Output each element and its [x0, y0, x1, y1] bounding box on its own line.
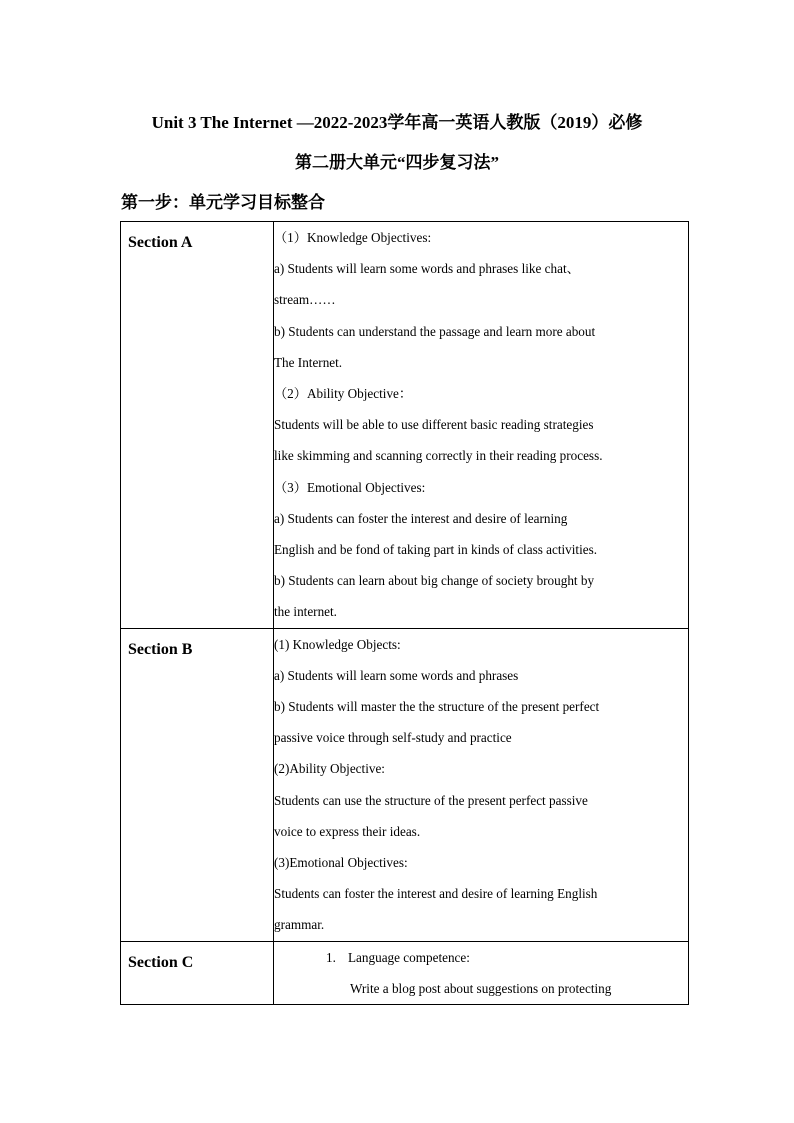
section-a-line: a) Students can foster the interest and desire of learning: [274, 510, 568, 526]
table-row: [121, 222, 689, 629]
section-b-label: Section B: [128, 640, 193, 658]
section-b-line: (2)Ability Objective:: [274, 761, 385, 777]
section-a-label-cell: [121, 222, 274, 629]
section-a-line: （2）Ability Objective：: [274, 386, 413, 402]
section-c-content: [274, 941, 689, 1004]
section-a-line: Students will be able to use different basic reading strategies: [274, 417, 594, 433]
section-a-line: the internet.: [274, 604, 337, 620]
section-a-line: English and be fond of taking part in kinds of class activities.: [274, 542, 598, 558]
section-b-line: voice to express their ideas.: [274, 823, 421, 839]
section-b-line: Students can foster the interest and desire of learning English: [274, 886, 598, 902]
objectives-table: [120, 221, 689, 1005]
section-b-line: passive voice through self-study and practice: [274, 730, 512, 746]
section-b-content: [274, 628, 689, 941]
section-b-line: Students can use the structure of the present perfect passive: [274, 792, 588, 808]
section-c-label: Section C: [128, 953, 194, 971]
section-c-label-cell: [121, 941, 274, 1004]
section-b-label-cell: [121, 628, 274, 941]
section-a-line: b) Students can understand the passage and learn more about: [274, 323, 596, 339]
section-c-line: Write a blog post about suggestions on protecting: [350, 980, 612, 996]
section-a-line: like skimming and scanning correctly in their reading process.: [274, 448, 603, 464]
section-a-line: a) Students will learn some words and phrases like chat、: [274, 261, 580, 277]
table-row: [121, 941, 689, 1004]
section-a-line: （1）Knowledge Objectives:: [274, 230, 432, 245]
section-a-line: stream……: [274, 292, 336, 308]
section-a-line: b) Students can learn about big change of society brought by: [274, 573, 595, 589]
section-b-line: b) Students will master the the structure of the present perfect: [274, 699, 600, 715]
section-a-line: （3）Emotional Objectives:: [274, 479, 426, 495]
section-b-line: (1) Knowledge Objects:: [274, 636, 401, 652]
section-a-content: [274, 222, 689, 629]
section-a-label: Section A: [128, 234, 193, 251]
document-title-line1: Unit 3 The Internet —2022-2023学年高一英语人教版（2019）必修: [151, 113, 643, 132]
section-b-line: (3)Emotional Objectives:: [274, 855, 408, 871]
document-title-line2: 第二册大单元“四步复习法”: [295, 153, 499, 172]
list-number: 1.: [326, 949, 336, 965]
section-b-line: a) Students will learn some words and phrases: [274, 667, 519, 683]
table-row: [121, 628, 689, 941]
section-c-line: Language competence:: [348, 949, 470, 965]
section-a-line: The Internet.: [274, 354, 343, 370]
step-heading: 第一步：单元学习目标整合: [121, 193, 325, 212]
section-c-list-item: [274, 942, 688, 973]
section-b-line: grammar.: [274, 917, 325, 933]
